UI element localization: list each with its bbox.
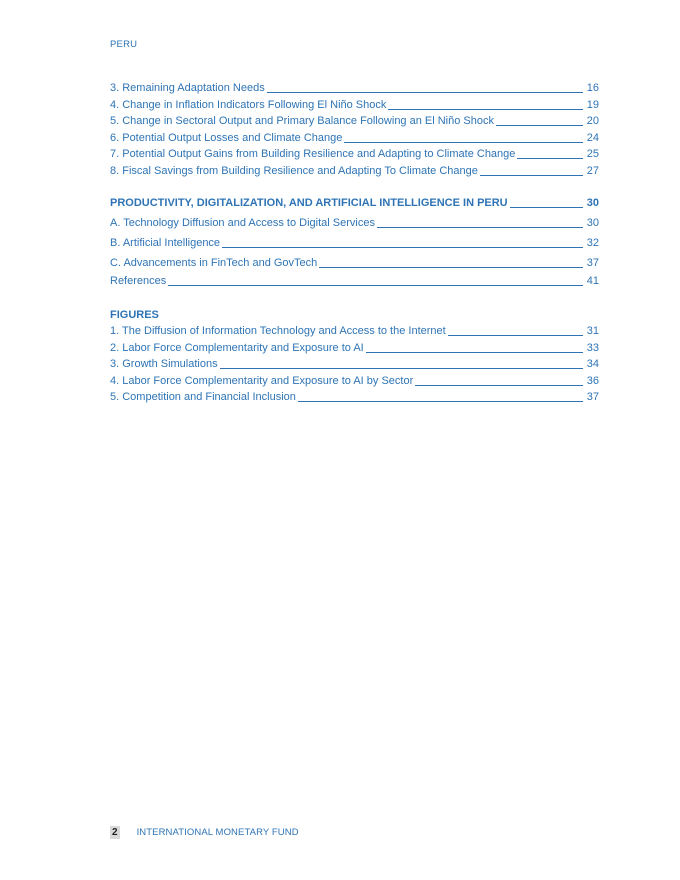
figures-list (110, 325, 599, 404)
toc-entry[interactable] (110, 275, 599, 288)
toc-entry-label: 4. Labor Force Complementarity and Exposure to AI by Sector (110, 374, 414, 387)
toc-entry-label: References (110, 275, 167, 287)
toc-entry-label: 5. Competition and Financial Inclusion (110, 391, 296, 403)
toc-entry-page: 33 (586, 341, 599, 354)
toc-entry[interactable] (110, 391, 599, 404)
dot-leader (222, 247, 583, 248)
dot-leader (319, 267, 583, 268)
section-list (110, 197, 599, 288)
toc-entry-label: 5. Change in Sectoral Output and Primary Balance Following an El Niño Shock (110, 115, 494, 127)
adaptation-figures-list (110, 82, 599, 178)
toc-entry[interactable] (110, 325, 599, 338)
toc-entry[interactable] (110, 217, 599, 230)
running-header: PERU (110, 39, 138, 50)
section-page: 30 (586, 197, 599, 209)
toc-entry[interactable] (110, 358, 599, 371)
dot-leader (496, 125, 583, 126)
toc-entry-page: 32 (586, 237, 599, 249)
dot-leader (510, 207, 583, 208)
toc-entry-page: 34 (586, 358, 599, 370)
page-number: 2 (112, 827, 118, 838)
toc-entry[interactable] (110, 132, 599, 145)
toc-entry-page: 19 (586, 98, 599, 111)
toc-entry-page: 37 (586, 257, 599, 269)
toc-entry-label: 7. Potential Output Gains from Building Resilience and Adapting to Climate Change (110, 148, 516, 160)
toc-entry[interactable] (110, 99, 599, 112)
toc-entry-page: 16 (586, 82, 599, 94)
toc-entry-page: 25 (586, 148, 599, 160)
toc-entry[interactable] (110, 115, 599, 128)
toc-entry[interactable] (110, 82, 599, 95)
toc-entry-page: 31 (586, 325, 599, 337)
toc-entry-page: 37 (586, 391, 599, 403)
toc-entry-label: C. Advancements in FinTech and GovTech (110, 257, 318, 269)
toc-entry-label: 3. Growth Simulations (110, 358, 218, 370)
dot-leader (168, 285, 583, 286)
toc-entry-label: 3. Remaining Adaptation Needs (110, 82, 265, 94)
toc-entry[interactable] (110, 237, 599, 250)
toc-entry-page: 20 (586, 115, 599, 127)
toc-entry-page: 27 (586, 164, 599, 177)
dot-leader (377, 227, 583, 228)
toc-entry-label: 2. Labor Force Complementarity and Exposure to AI (110, 341, 364, 354)
toc-entry-label: 8. Fiscal Savings from Building Resilience and Adapting To Climate Change (110, 164, 478, 177)
toc-entry-page: 24 (586, 131, 599, 144)
toc-entry[interactable] (110, 165, 599, 178)
toc-entry-label: 1. The Diffusion of Information Technology and Access to the Internet (110, 325, 446, 337)
dot-leader (220, 368, 583, 369)
toc-entry-label: B. Artificial Intelligence (110, 237, 221, 249)
organization-name: INTERNATIONAL MONETARY FUND (136, 827, 299, 838)
dot-leader (366, 352, 583, 353)
page-footer (110, 826, 299, 839)
toc-entry[interactable] (110, 257, 599, 270)
toc-entry-page: 30 (586, 217, 599, 229)
section-heading-entry[interactable] (110, 197, 599, 210)
dot-leader (415, 385, 583, 386)
figures-heading: FIGURES (110, 309, 159, 321)
dot-leader (267, 92, 583, 93)
dot-leader (517, 158, 583, 159)
dot-leader (448, 335, 583, 336)
toc-entry[interactable] (110, 148, 599, 161)
toc-entry-label: A. Technology Diffusion and Access to Digital Services (110, 217, 375, 229)
dot-leader (298, 401, 583, 402)
toc-entry-page: 41 (586, 275, 599, 287)
dot-leader (480, 175, 583, 176)
toc-entry[interactable] (110, 342, 599, 355)
toc-entry-label: 6. Potential Output Losses and Climate Change (110, 131, 343, 144)
toc-entry[interactable] (110, 375, 599, 388)
section-title: PRODUCTIVITY, DIGITALIZATION, AND ARTIFICIAL INTELLIGENCE IN PERU (110, 197, 508, 209)
toc-entry-page: 36 (586, 374, 599, 387)
dot-leader (388, 109, 583, 110)
toc-entry-label: 4. Change in Inflation Indicators Following El Niño Shock (110, 98, 387, 111)
dot-leader (344, 142, 583, 143)
